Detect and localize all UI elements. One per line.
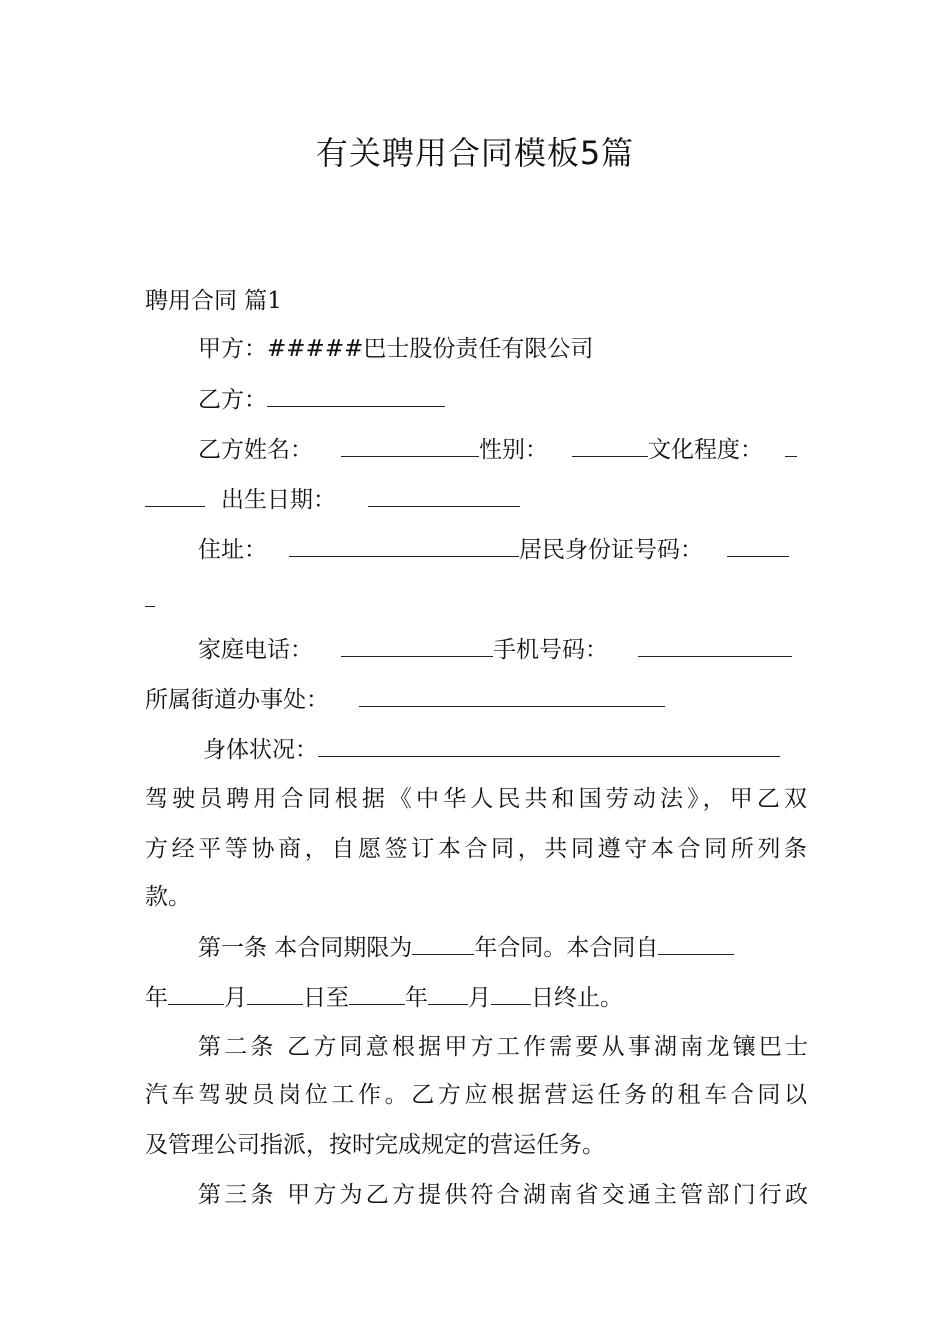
birthdate-line: [145, 484, 807, 515]
end-day-blank[interactable]: [491, 982, 531, 1005]
year-label-2: 年: [405, 985, 428, 1011]
id-blank-start[interactable]: [727, 534, 789, 557]
health-label: 身体状况：: [203, 737, 318, 763]
article-2-line-3: 及管理公司指派，按时完成规定的营运任务。: [145, 1132, 605, 1158]
phone-line: [198, 634, 808, 665]
name-label: 乙方姓名：: [198, 437, 313, 463]
month-label: 月: [224, 985, 247, 1011]
birthdate-blank[interactable]: [368, 484, 520, 507]
health-line: [203, 734, 807, 765]
term-years-blank[interactable]: [412, 932, 474, 955]
street-office-blank[interactable]: [359, 684, 665, 707]
party-b-label: 乙方：: [198, 387, 267, 413]
street-office-label: 所属街道办事处：: [145, 687, 329, 713]
name-blank[interactable]: [341, 434, 479, 457]
day-to-label: 日至: [303, 985, 349, 1011]
home-phone-label: 家庭电话：: [198, 637, 313, 663]
gender-label: 性别：: [479, 437, 548, 463]
home-phone-blank[interactable]: [341, 634, 493, 657]
intro-line-1: 驾驶员聘用合同根据《中华人民共和国劳动法》，甲乙双: [145, 786, 807, 812]
intro-line-2: 方经平等协商，自愿签订本合同，共同遵守本合同所列条: [145, 836, 807, 862]
intro-line-3: 款。: [145, 884, 191, 910]
article-2-line-1: 第二条 乙方同意根据甲方工作需要从事湖南龙镶巴士: [198, 1034, 808, 1060]
start-day-blank[interactable]: [247, 982, 303, 1005]
article-1-text-b: 年合同。本合同自: [474, 935, 659, 961]
article-1-text-a: 第一条 本合同期限为: [198, 935, 413, 961]
start-year-blank-start[interactable]: [658, 932, 734, 955]
party-b-blank[interactable]: [267, 384, 445, 407]
name-line: [198, 434, 808, 465]
start-month-blank[interactable]: [168, 982, 224, 1005]
month-label-2: 月: [468, 985, 491, 1011]
party-b-line: [198, 384, 808, 415]
address-label: 住址：: [198, 537, 267, 563]
mobile-blank[interactable]: [638, 634, 792, 657]
article-3-line-1: 第三条 甲方为乙方提供符合湖南省交通主管部门行政: [198, 1182, 808, 1208]
article-1-line-2: [145, 982, 807, 1013]
id-label: 居民身份证号码：: [519, 537, 703, 563]
gender-blank[interactable]: [572, 434, 648, 457]
party-a-line: 甲方：#####巴士股份责任有限公司: [198, 336, 594, 362]
education-label: 文化程度：: [648, 437, 763, 463]
article-1-line-1: [198, 932, 808, 963]
year-label: 年: [145, 985, 168, 1011]
end-month-blank[interactable]: [428, 982, 468, 1005]
end-label: 日终止。: [531, 985, 623, 1011]
health-blank[interactable]: [318, 734, 780, 757]
section-heading: 聘用合同 篇1: [145, 288, 282, 314]
address-line: [198, 534, 808, 565]
education-blank-end[interactable]: [145, 484, 205, 507]
id-blank-end[interactable]: [145, 584, 155, 607]
mobile-label: 手机号码：: [493, 637, 608, 663]
document-title: 有关聘用合同模板5篇: [315, 134, 635, 172]
education-blank-start[interactable]: [785, 434, 797, 457]
address-blank[interactable]: [289, 534, 519, 557]
id-continued-line: [145, 584, 807, 615]
article-2-line-2: 汽车驾驶员岗位工作。乙方应根据营运任务的租车合同以: [145, 1082, 807, 1108]
birthdate-label: 出生日期：: [221, 487, 336, 513]
end-year-blank[interactable]: [349, 982, 405, 1005]
street-office-line: [145, 684, 807, 715]
